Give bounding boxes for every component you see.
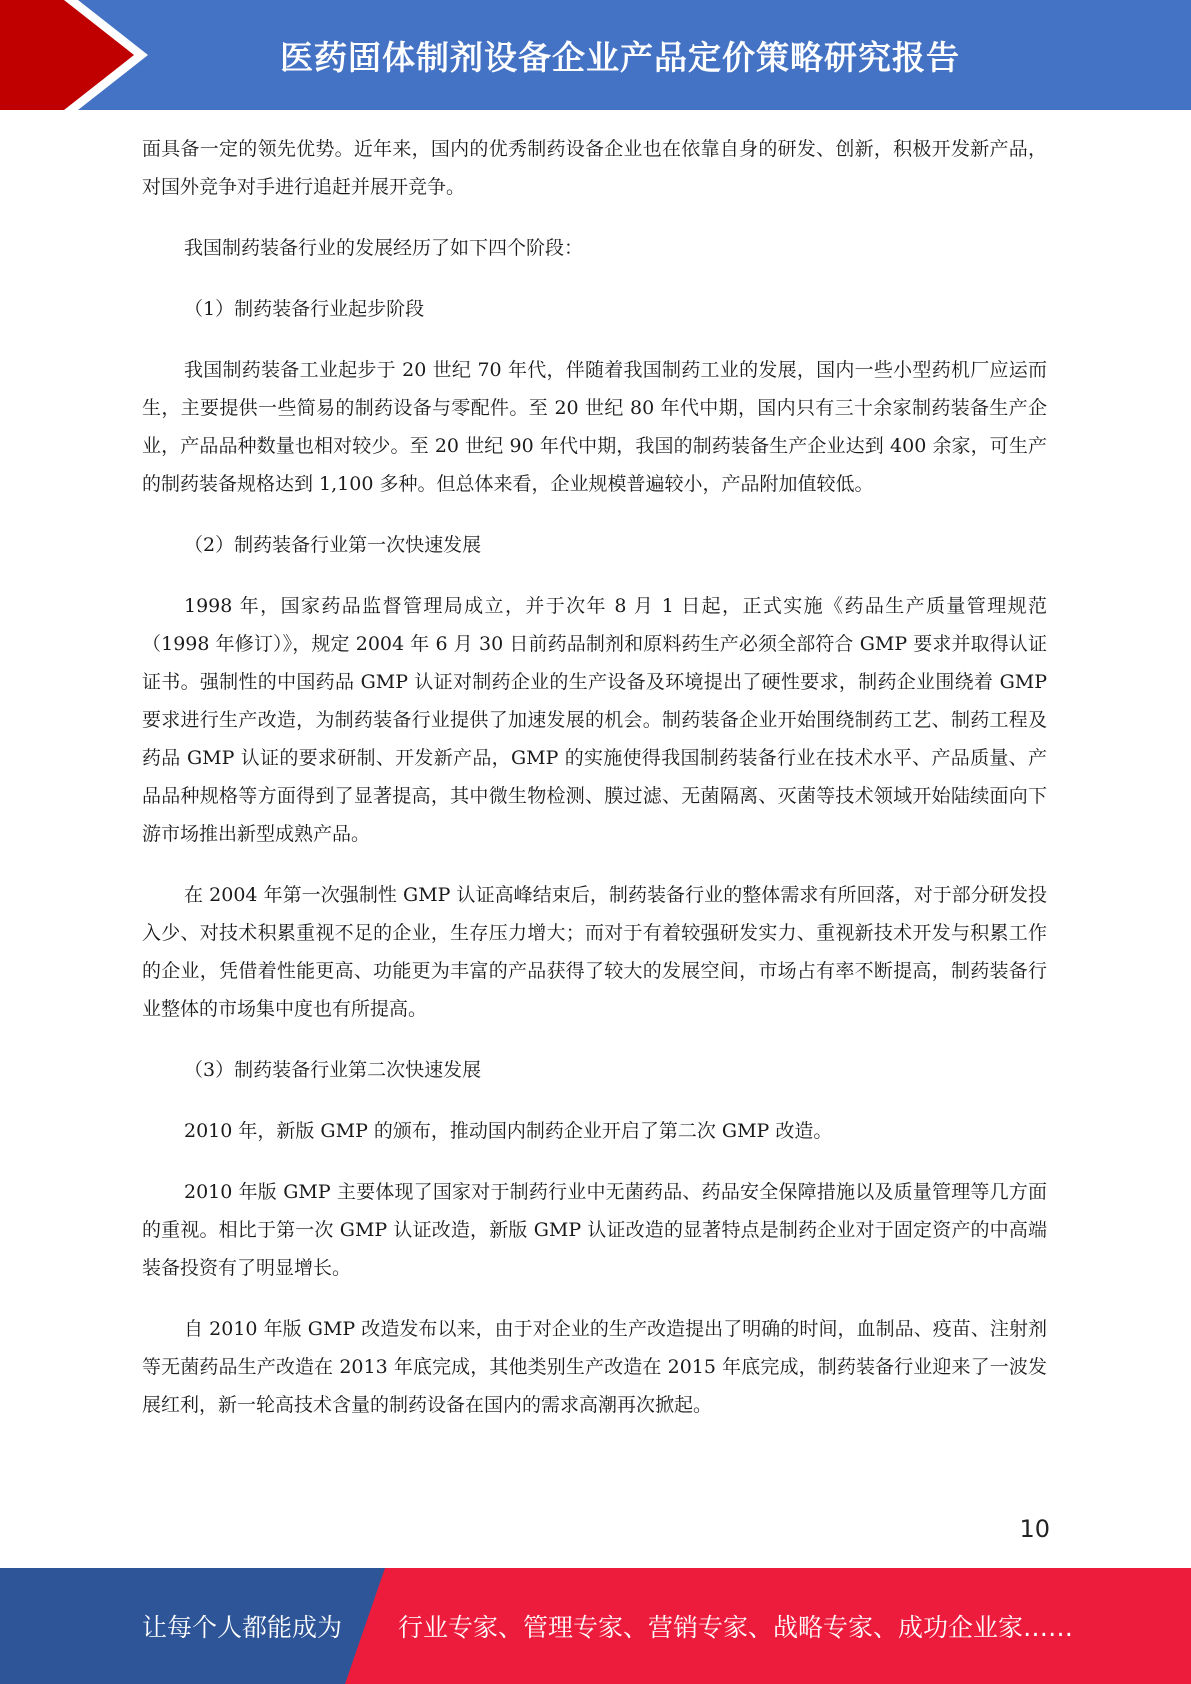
paragraph-intro-stages: 我国制药装备行业的发展经历了如下四个阶段： bbox=[184, 237, 584, 259]
page-number: 10 bbox=[1019, 1515, 1050, 1543]
paragraph-stage-3b: 2010 年版 GMP 主要体现了国家对于制药行业中无菌药品、药品安全保障措施以及质量管理等几方面的重视。相比于第一次 GMP 认证改造，新版 GMP 认证改造的显著特点是制药企业对于固定资产的中高端装备投资有了明显增长。 bbox=[142, 1181, 1047, 1279]
paragraph-stage-1: 我国制药装备工业起步于 20 世纪 70 年代，伴随着我国制药工业的发展，国内一些小型药机厂应运而生，主要提供一些简易的制药设备与零配件。至 20 世纪 80 年代中期，国内只有三十余家制药装备生产企业，产品品种数量也相对较少。至 20 世纪 90 年代中期，我国的制药装备生产企业达到 400 余家，可生产的制药装备规格达到 1,100 多种。但总体来看，企业规模普遍较小，产品附加值较低。 bbox=[142, 359, 1047, 495]
footer-slogan-right: 行业专家、管理专家、营销专家、战略专家、成功企业家…… bbox=[398, 1613, 1074, 1642]
paragraph-stage-3c: 自 2010 年版 GMP 改造发布以来，由于对企业的生产改造提出了明确的时间，血制品、疫苗、注射剂等无菌药品生产改造在 2013 年底完成，其他类别生产改造在 2015 年底完成，制药装备行业迎来了一波发展红利，新一轮高技术含量的制药设备在国内的需求高潮再次掀起。 bbox=[142, 1318, 1047, 1416]
section-heading-stage-1: （1）制药装备行业起步阶段 bbox=[184, 298, 425, 320]
footer-slogan-left: 让每个人都能成为 bbox=[142, 1613, 343, 1642]
page-header bbox=[0, 0, 1191, 110]
report-title: 医药固体制剂设备企业产品定价策略研究报告 bbox=[280, 37, 960, 77]
chevron-arrow-icon bbox=[0, 0, 160, 110]
paragraph-stage-2a: 1998 年，国家药品监督管理局成立，并于次年 8 月 1 日起，正式实施《药品生产质量管理规范（1998 年修订）》，规定 2004 年 6 月 30 日前药品制剂和原料药生产必须全部符合 GMP 要求并取得认证证书。强制性的中国药品 GMP 认证对制药企业的生产设备及环境提出了硬性要求，制药企业围绕着 GMP 要求进行生产改造，为制药装备行业提供了加速发展的机会。制药装备企业开始围绕制药工艺、制药工程及药品 GMP 认证的要求研制、开发新产品，GMP 的实施使得我国制药装备行业在技术水平、产品质量、产品品种规格等方面得到了显著提高，其中微生物检测、膜过滤、无菌隔离、灭菌等技术领域开始陆续面向下游市场推出新型成熟产品。 bbox=[142, 595, 1047, 845]
section-heading-stage-2: （2）制药装备行业第一次快速发展 bbox=[184, 534, 482, 556]
document-body bbox=[142, 130, 1047, 1447]
page-footer bbox=[0, 1568, 1191, 1684]
section-heading-stage-3: （3）制药装备行业第二次快速发展 bbox=[184, 1059, 482, 1081]
paragraph-stage-2b: 在 2004 年第一次强制性 GMP 认证高峰结束后，制药装备行业的整体需求有所回落，对于部分研发投入少、对技术积累重视不足的企业，生存压力增大；而对于有着较强研发实力、重视新技术开发与积累工作的企业，凭借着性能更高、功能更为丰富的产品获得了较大的发展空间，市场占有率不断提高，制药装备行业整体的市场集中度也有所提高。 bbox=[142, 884, 1047, 1020]
paragraph-continuation: 面具备一定的领先优势。近年来，国内的优秀制药设备企业也在依靠自身的研发、创新，积极开发新产品，对国外竞争对手进行追赶并展开竞争。 bbox=[142, 138, 1047, 198]
paragraph-stage-3a: 2010 年，新版 GMP 的颁布，推动国内制药企业开启了第二次 GMP 改造。 bbox=[184, 1120, 833, 1142]
